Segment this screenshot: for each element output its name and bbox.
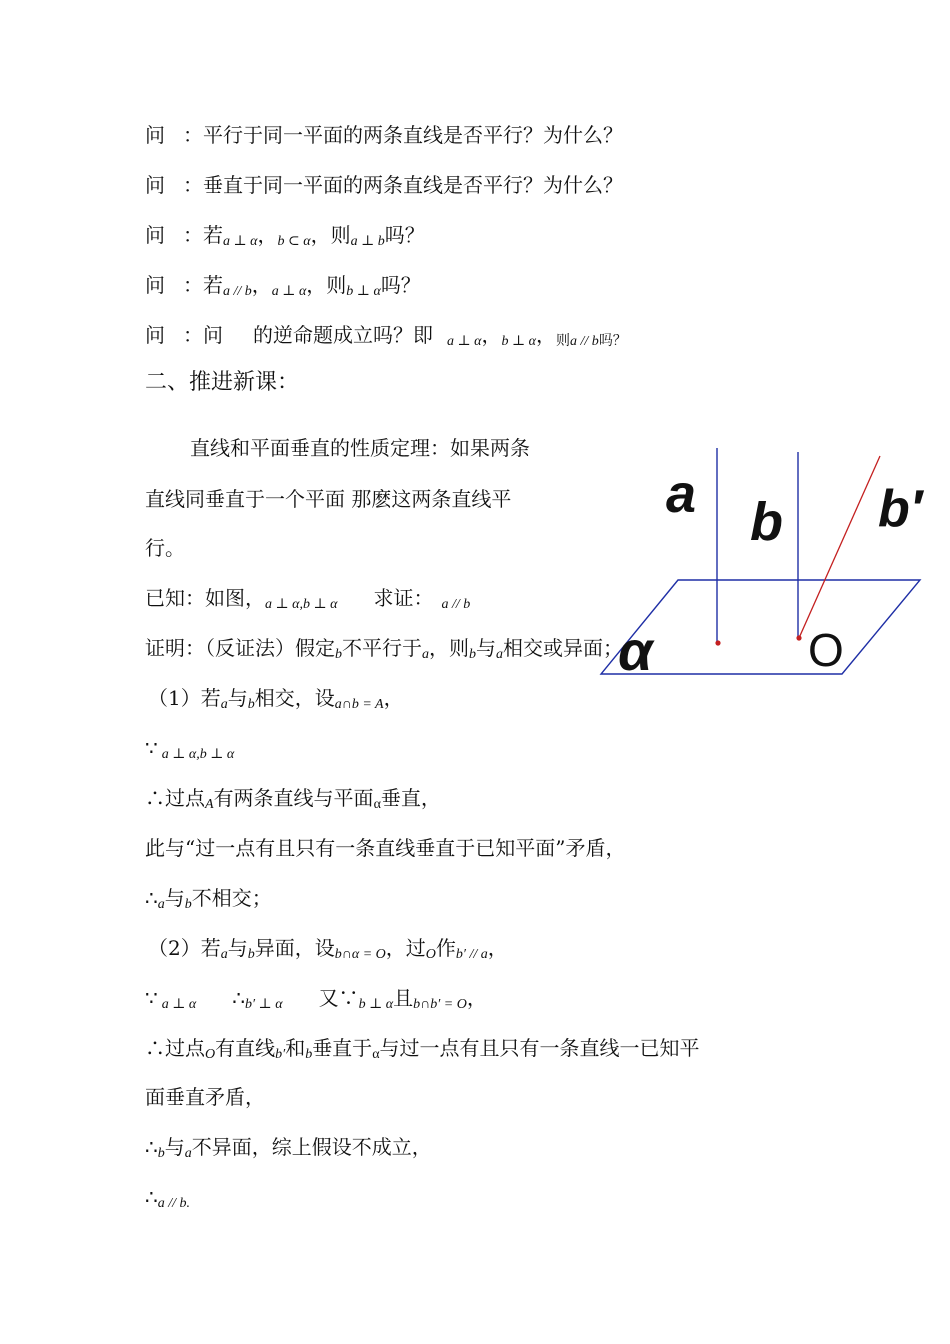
contradiction-1: 此与“过一点有且只有一条直线垂直于已知平面”矛盾，	[145, 836, 626, 860]
since-1: ∵ a ⊥ α,b ⊥ α	[145, 736, 235, 762]
label-o: O	[808, 624, 844, 676]
foot-point-a	[715, 640, 720, 645]
section-title: 二、推进新课：	[145, 370, 300, 395]
thus-1: ∴过点A有两条直线与平面α垂直，	[145, 786, 441, 812]
theorem-line-3: 行。	[145, 536, 185, 560]
thus-4: ∴b与a不异面，综上假设不成立，	[145, 1135, 432, 1161]
case-2: （2）若a与b异面，设b∩α = O，过O作b′ // a，	[148, 936, 508, 962]
proof-intro: 证明：（反证法）假定b不平行于a，则b与a相交或异面；	[145, 636, 623, 662]
question-3: 问 ：若a ⊥ α，b ⊂ α，则a ⊥ b吗？	[145, 223, 425, 249]
label-a: a	[666, 464, 697, 524]
theorem-line-1: 直线和平面垂直的性质定理：如果两条	[190, 436, 530, 460]
question-5: 问 ：问 的逆命题成立吗？即 a ⊥ α，b ⊥ α，则a // b吗？	[145, 323, 627, 349]
geometry-figure	[598, 448, 938, 680]
line-b-prime	[799, 456, 880, 638]
question-4: 问 ：若a // b，a ⊥ α，则b ⊥ α吗？	[145, 273, 421, 299]
label-b-prime: b′	[878, 480, 923, 538]
foot-point-o	[796, 635, 801, 640]
conclusion: ∴a // b.	[145, 1185, 191, 1211]
question-2: 问 ：垂直于同一平面的两条直线是否平行？为什么？	[145, 173, 623, 197]
since-2: ∵ a ⊥ α ∴b′ ⊥ α 又∵b ⊥ α且b∩b′ = O，	[145, 986, 487, 1012]
label-b: b	[750, 492, 783, 552]
question-1: 问 ：平行于同一平面的两条直线是否平行？为什么？	[145, 123, 623, 147]
label-alpha: α	[618, 619, 653, 680]
thus-3: ∴过点O有直线b′和b垂直于α与过一点有且只有一条直线一已知平	[145, 1036, 700, 1062]
theorem-line-2: 直线同垂直于一个平面 那麽这两条直线平	[145, 487, 512, 511]
given-line: 已知：如图，a ⊥ α,b ⊥ α 求证： a // b	[145, 586, 471, 612]
case-1: （1）若a与b相交，设a∩b = A，	[148, 686, 404, 712]
thus-3-continued: 面垂直矛盾，	[145, 1085, 265, 1109]
thus-2: ∴a与b不相交；	[145, 886, 272, 912]
